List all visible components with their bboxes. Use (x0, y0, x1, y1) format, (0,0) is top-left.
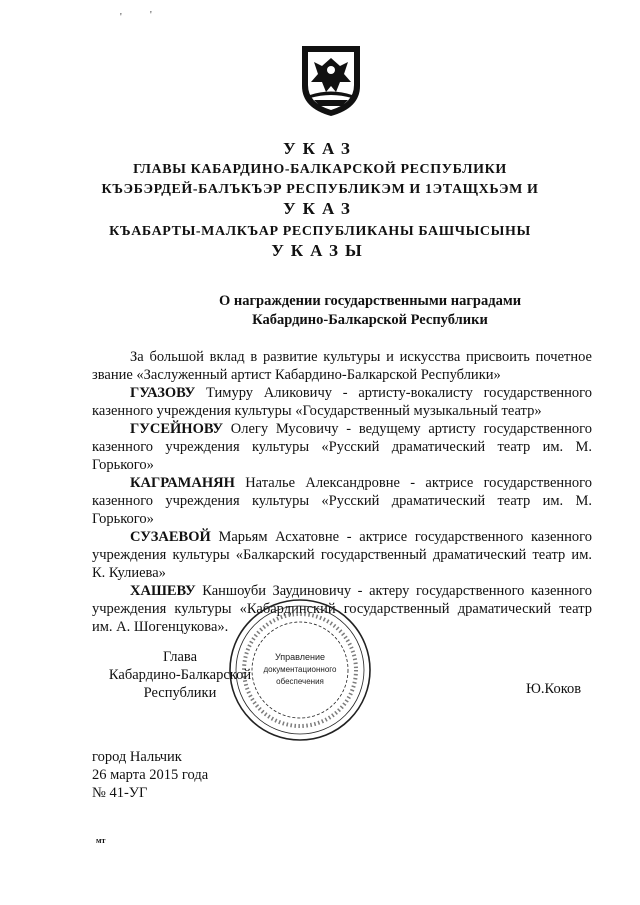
awardee-details: Марьям Асхатовне - актрисе государственного казенного учреждения культуры «Балкарский государственный драматический театр им. К. Кулиева» (92, 529, 592, 581)
authority-line-russian: ГЛАВЫ КАБАРДИНО-БАЛКАРСКОЙ РЕСПУБЛИКИ (133, 162, 507, 177)
decree-city: город Нальчик (92, 749, 182, 765)
stamp-text: обеспечения (276, 677, 324, 686)
awardee-paragraph (92, 474, 592, 528)
typist-mark: мт (96, 836, 106, 845)
awardee-details: Наталье Александровне - актрисе государственного казенного учреждения культуры «Русский драматический театр им. М. Горького» (92, 475, 592, 527)
awardee-paragraph (92, 528, 592, 582)
awardee-details: Тимуру Аликовичу - артисту-вокалисту государственного казенного учреждения культуры «Государственный музыкальный театр» (92, 385, 592, 419)
awardee-surname: ХАШЕВУ (130, 583, 196, 599)
decree-number: № 41-УГ (92, 785, 148, 801)
decree-subject-line: Кабардино-Балкарской Республики (252, 312, 488, 328)
awardee-surname: ГУСЕЙНОВУ (130, 421, 223, 437)
margin-mark: ' (120, 12, 122, 23)
authority-line-kabardian: КЪЭБЭРДЕЙ-БАЛЪКЪЭР РЕСПУБЛИКЭМ И 1ЭТАЩХЬЭМ И (101, 182, 539, 197)
signatory-title-line: Глава (162, 649, 198, 665)
signatory-title (100, 648, 260, 702)
margin-mark: ' (150, 10, 152, 21)
awardee-surname: ГУАЗОВУ (130, 385, 196, 401)
awardee-details: Олегу Мусовичу - ведущему артисту государственного казенного учреждения культуры «Русский драматический театр им. М. Горького» (92, 421, 592, 473)
awardee-paragraph (92, 420, 592, 474)
decree-date: 26 марта 2015 года (92, 767, 209, 783)
decree-subject-line: О награждении государственными наградами (218, 293, 522, 309)
stamp-text: документационного (263, 665, 337, 674)
decree-subject (130, 292, 610, 330)
coat-of-arms-emblem (296, 40, 366, 118)
signatory-name: Ю.Коков (526, 681, 582, 697)
authority-line-balkar: КЪАБАРТЫ-МАЛКЪАР РЕСПУБЛИКАНЫ БАШЧЫСЫНЫ (109, 224, 531, 239)
awardee-surname: СУЗАЕВОЙ (130, 529, 211, 545)
awardee-details: Каншоуби Заудиновичу - актеру государственного казенного учреждения культуры «Кабардинский государственный драматический театр им. А. Шогенцукова». (92, 583, 592, 635)
awardee-paragraph (92, 384, 592, 420)
decree-footer (92, 748, 208, 802)
stamp-text: Управление (274, 652, 326, 662)
intro-paragraph: За большой вклад в развитие культуры и искусства присвоить почетное звание «Заслуженный артист Кабардино-Балкарской Республики» (92, 349, 592, 383)
decree-body (92, 348, 592, 636)
signatory-title-line: Республики (143, 685, 217, 701)
decree-heading: УКАЗ (283, 139, 357, 158)
decree-heading-balkar: УКАЗЫ (271, 241, 369, 260)
awardee-surname: КАГРАМАНЯН (130, 475, 235, 491)
decree-heading-kabardian: УКАЗ (283, 199, 357, 218)
signatory-title-line: Кабардино-Балкарской (108, 667, 252, 683)
